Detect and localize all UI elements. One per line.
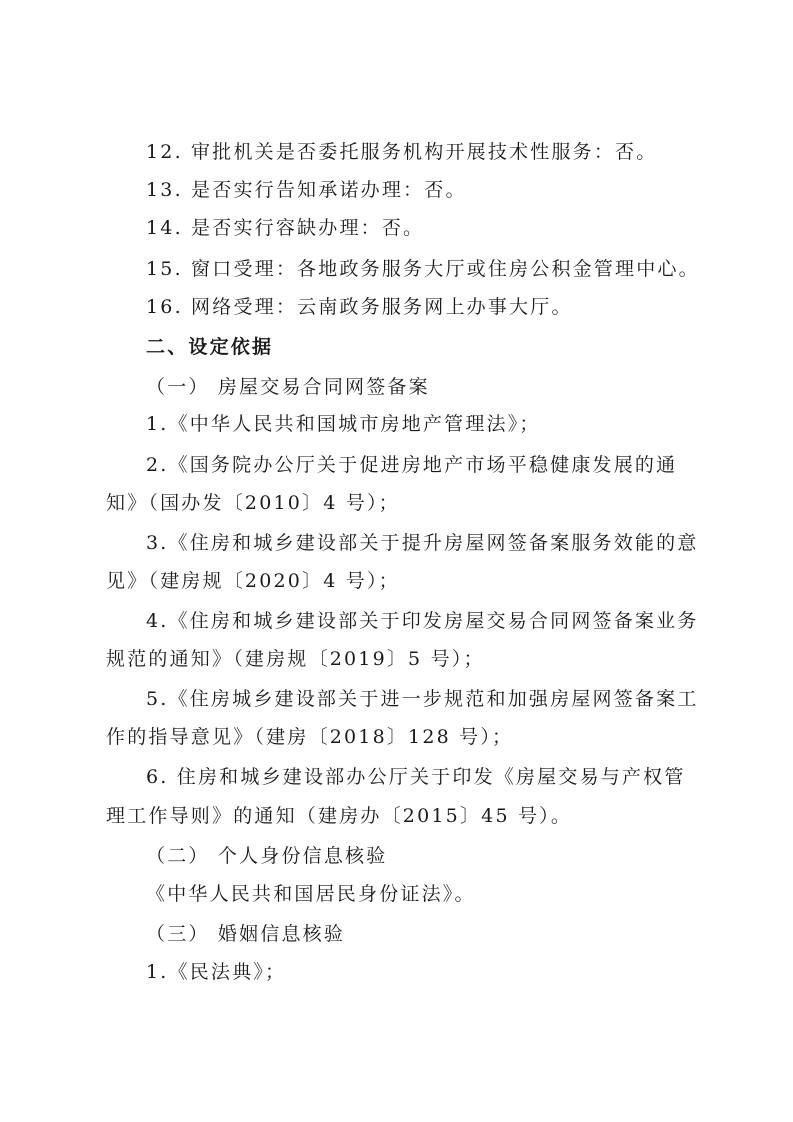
basis-item-2-line2: 知》（国办发〔2010〕4 号）； — [106, 492, 400, 514]
subsection-heading-marriage: （三） 婚姻信息核验 — [146, 923, 346, 945]
item-12: 12. 审批机关是否委托服务机构开展技术性服务：否。 — [146, 141, 658, 163]
basis-item-4-line1: 4.《住房和城乡建设部关于印发房屋交易合同网签备案业务 — [146, 610, 699, 632]
item-15: 15. 窗口受理：各地政务服务大厅或住房公积金管理中心。 — [146, 258, 700, 280]
basis-item-5-line2: 作的指导意见》（建房〔2018〕128 号）； — [106, 726, 514, 748]
subsection-heading-identity: （二） 个人身份信息核验 — [146, 845, 388, 867]
item-14: 14. 是否实行容缺办理：否。 — [146, 217, 425, 239]
basis-item-6-line1: 6. 住房和城乡建设部办公厅关于印发《房屋交易与产权管 — [146, 766, 686, 788]
basis-item-5-line1: 5.《住房城乡建设部关于进一步规范和加强房屋网签备案工 — [146, 688, 699, 710]
item-16: 16. 网络受理：云南政务服务网上办事大厅。 — [146, 296, 573, 318]
basis-item-4-line2: 规范的通知》（建房规〔2019〕5 号）； — [106, 648, 485, 670]
basis-item-3-line1: 3.《住房和城乡建设部关于提升房屋网签备案服务效能的意 — [146, 532, 699, 554]
item-13: 13. 是否实行告知承诺办理：否。 — [146, 179, 467, 201]
basis-item-6-line2: 理工作导则》的通知（建房办〔2015〕45 号）。 — [106, 805, 573, 827]
basis-item-3-line2: 见》（建房规〔2020〕4 号）； — [106, 570, 400, 592]
marriage-basis-item-1: 1.《民法典》； — [146, 961, 287, 983]
basis-item-2-line1: 2.《国务院办公厅关于促进房地产市场平稳健康发展的通 — [146, 454, 678, 476]
subsection-heading-contract-filing: （一） 房屋交易合同网签备案 — [146, 376, 430, 398]
basis-item-1: 1.《中华人民共和国城市房地产管理法》； — [146, 413, 541, 435]
section-heading-basis: 二、设定依据 — [146, 336, 274, 358]
identity-basis-text: 《中华人民共和国居民身份证法》。 — [146, 883, 476, 905]
